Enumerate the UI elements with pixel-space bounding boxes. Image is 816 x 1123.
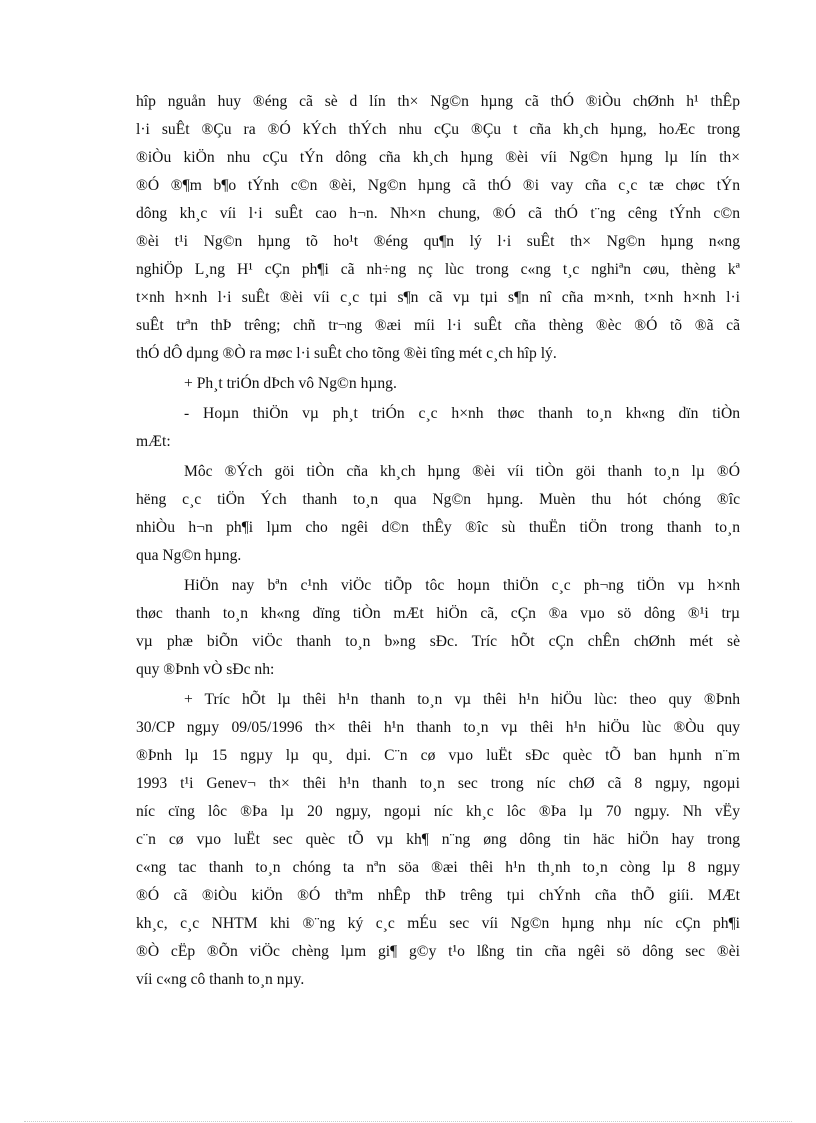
text-line: dông kh¸c víi l·i suÊt cao h¬n. Nh×n chung, ®Ó cã thÓ t¨ng cêng tÝnh c©n — [136, 205, 740, 222]
text-line: HiÖn nay bªn c¹nh viÖc tiÕp tôc hoµn thiÖn c¸c ph¬ng tiÖn vµ h×nh — [184, 577, 740, 594]
paragraph — [136, 400, 740, 456]
text-line: 1993 t¹i Genev¬ th× thêi h¹n thanh to¸n sec trong níc chØ cã 8 ngµy, ngoµi — [136, 775, 740, 792]
text-line: ®Ò cËp ®Õn viÖc chèng lµm gi¶ g©y t¹o lßng tin cña ngêi sö dông sec ®èi — [136, 943, 740, 960]
text-line: qua Ng©n hµng. — [136, 547, 242, 564]
text-line: quy ®Þnh vÒ sÐc nh: — [136, 661, 275, 678]
page-bottom-rule — [24, 1121, 792, 1122]
document-body — [136, 88, 740, 996]
text-line: ®iÒu kiÖn nhu cÇu tÝn dông cña kh¸ch hµng ®èi víi Ng©n hµng lµ lín th× — [136, 149, 740, 166]
text-line: c¨n cø vµo luËt sec quèc tÕ vµ kh¶ n¨ng øng dông tin häc hiÖn hay trong — [136, 831, 740, 848]
text-line: vµ phæ biÕn viÖc thanh to¸n b»ng sÐc. Tríc hÕt cÇn chÊn chØnh mét sè — [136, 633, 740, 650]
text-line: 30/CP ngµy 09/05/1996 th× thêi h¹n thanh to¸n vµ thêi h¹n hiÖu lùc ®Òu quy — [136, 719, 740, 736]
text-line: l·i suÊt ®Çu ra ®Ó kÝch thÝch nhu cÇu ®Çu t cña kh¸ch hµng, hoÆc trong — [136, 121, 740, 138]
text-line: ®Ó cã ®iÒu kiÖn ®Ó thªm nhÊp thÞ trêng tµi chÝnh cña thÕ giíi. MÆt — [136, 887, 740, 904]
text-line: - Hoµn thiÖn vµ ph¸t triÓn c¸c h×nh thøc thanh to¸n kh«ng dïn tiÒn — [184, 405, 740, 422]
text-line: suÊt trªn thÞ trêng; chñ tr¬ng ®æi míi l·i suÊt cña thèng ®èc ®Ó tõ ®ã cã — [136, 317, 740, 334]
text-line: Môc ®Ých göi tiÒn cña kh¸ch hµng ®èi víi tiÒn göi thanh to¸n lµ ®Ó — [184, 463, 740, 480]
text-line: ®Ó ®¶m b¶o tÝnh c©n ®èi, Ng©n hµng cã thÓ ®i vay cña c¸c tæ chøc tÝn — [136, 177, 740, 194]
text-line: hîp nguån huy ®éng cã sè d lín th× Ng©n hµng cã thÓ ®iÒu chØnh h¹ thÊp — [136, 93, 740, 110]
text-line: víi c«ng cô thanh to¸n nµy. — [136, 971, 305, 988]
document-page — [136, 88, 740, 996]
paragraph — [136, 572, 740, 684]
text-line: + Ph¸t triÓn dÞch vô Ng©n hµng. — [184, 375, 397, 392]
text-line: níc cïng lôc ®Þa lµ 20 ngµy, ngoµi níc kh¸c lôc ®Þa lµ 70 ngµy. Nh vËy — [136, 803, 740, 820]
paragraph — [136, 88, 740, 368]
text-line: ®èi t¹i Ng©n hµng tõ ho¹t ®éng qu¶n lý l·i suÊt th× Ng©n hµng n«ng — [136, 233, 740, 250]
text-line: ®Þnh lµ 15 ngµy lµ qu¸ dµi. C¨n cø vµo luËt sÐc quèc tÕ ban hµnh n¨m — [136, 747, 740, 764]
paragraph — [136, 370, 740, 398]
text-line: kh¸c, c¸c NHTM khi ®¨ng ký c¸c mÉu sec víi Ng©n hµng nhµ níc cÇn ph¶i — [136, 915, 740, 932]
text-line: c«ng tac thanh to¸n chóng ta nªn söa ®æi thêi h¹n th¸nh to¸n còng lµ 8 ngµy — [136, 859, 740, 876]
text-line: nghiÖp L¸ng H¹ cÇn ph¶i cã nh÷ng nç lùc trong c«ng t¸c nghiªn cøu, thèng kª — [136, 261, 740, 278]
text-line: + Tríc hÕt lµ thêi h¹n thanh to¸n vµ thêi h¹n hiÖu lùc: theo quy ®Þnh — [184, 691, 740, 708]
text-line: nhiÒu h¬n ph¶i lµm cho ngêi d©n thÊy ®îc sù thuËn tiÖn trong thanh to¸n — [136, 519, 740, 536]
text-line: t×nh h×nh l·i suÊt ®èi víi c¸c tµi s¶n cã vµ tµi s¶n nî cña m×nh, t×nh h×nh l·i — [136, 289, 740, 306]
paragraph — [136, 458, 740, 570]
text-line: thøc thanh to¸n kh«ng dïng tiÒn mÆt hiÖn cã, cÇn ®a vµo sö dông ®¹i trµ — [136, 605, 740, 622]
paragraph — [136, 686, 740, 994]
text-line: mÆt: — [136, 433, 171, 450]
text-line: thÓ dÔ dµng ®Ò ra møc l·i suÊt cho tõng ®èi tîng mét c¸ch hîp lý. — [136, 345, 557, 362]
text-line: hëng c¸c tiÖn Ých thanh to¸n qua Ng©n hµng. Muèn thu hót chóng ®îc — [136, 491, 740, 508]
